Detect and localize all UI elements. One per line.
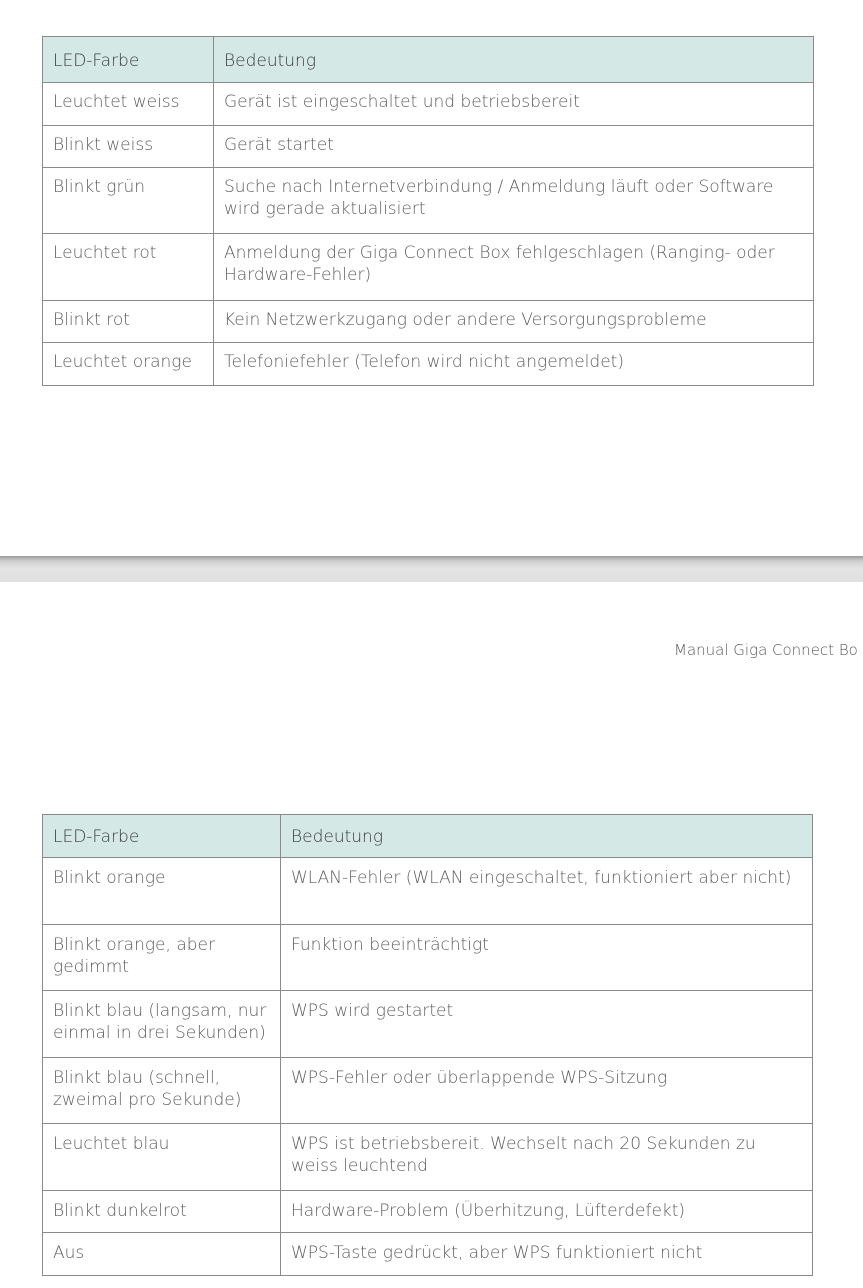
led-color-cell: Blinkt orange: [43, 858, 281, 925]
table-row: [43, 858, 813, 925]
table-row: [43, 1058, 813, 1124]
led-color-cell: Blinkt blau (langsam, nur einmal in drei Sekunden): [43, 991, 281, 1058]
table-header-row: [43, 37, 814, 83]
table-row: [43, 991, 813, 1058]
led-color-cell: Blinkt dunkelrot: [43, 1191, 281, 1233]
meaning-cell: Telefoniefehler (Telefon wird nicht angemeldet): [214, 343, 814, 386]
table-row: [43, 126, 814, 168]
meaning-cell: Funktion beeinträchtigt: [281, 925, 813, 991]
table-row: [43, 925, 813, 991]
page-separator: [0, 556, 863, 582]
meaning-cell: Hardware-Problem (Überhitzung, Lüfterdefekt): [281, 1191, 813, 1233]
led-color-cell: Leuchtet blau: [43, 1124, 281, 1191]
meaning-cell: Anmeldung der Giga Connect Box fehlgeschlagen (Ranging- oder Hardware-Fehler): [214, 234, 814, 301]
meaning-cell: WPS ist betriebsbereit. Wechselt nach 20 Sekunden zu weiss leuchtend: [281, 1124, 813, 1191]
table-row: [43, 83, 814, 126]
led-color-cell: Blinkt blau (schnell, zweimal pro Sekunde): [43, 1058, 281, 1124]
table-header-row: [43, 815, 813, 858]
led-status-table-1: [42, 36, 814, 386]
column-header-meaning: Bedeutung: [214, 37, 814, 83]
led-status-table-2: [42, 814, 813, 1276]
meaning-cell: Gerät ist eingeschaltet und betriebsbereit: [214, 83, 814, 126]
led-color-cell: Blinkt weiss: [43, 126, 214, 168]
table-row: [43, 301, 814, 343]
led-color-cell: Leuchtet weiss: [43, 83, 214, 126]
column-header-led-color: LED-Farbe: [43, 37, 214, 83]
meaning-cell: WPS-Fehler oder überlappende WPS-Sitzung: [281, 1058, 813, 1124]
meaning-cell: WPS wird gestartet: [281, 991, 813, 1058]
led-color-cell: Aus: [43, 1233, 281, 1276]
meaning-cell: Gerät startet: [214, 126, 814, 168]
table-row: [43, 168, 814, 234]
led-color-cell: Blinkt rot: [43, 301, 214, 343]
table-row: [43, 1124, 813, 1191]
meaning-cell: Kein Netzwerkzugang oder andere Versorgungsprobleme: [214, 301, 814, 343]
meaning-cell: Suche nach Internetverbindung / Anmeldung läuft oder Software wird gerade aktualisiert: [214, 168, 814, 234]
led-color-cell: Leuchtet rot: [43, 234, 214, 301]
column-header-meaning: Bedeutung: [281, 815, 813, 858]
meaning-cell: WPS-Taste gedrückt, aber WPS funktioniert nicht: [281, 1233, 813, 1276]
table-row: [43, 1191, 813, 1233]
document-page-2: [0, 582, 863, 1288]
meaning-cell: WLAN-Fehler (WLAN eingeschaltet, funktioniert aber nicht): [281, 858, 813, 925]
table-row: [43, 234, 814, 301]
running-header: Manual Giga Connect Bo: [674, 641, 858, 659]
column-header-led-color: LED-Farbe: [43, 815, 281, 858]
document-page-1: [0, 0, 863, 556]
table-row: [43, 343, 814, 386]
led-color-cell: Blinkt grün: [43, 168, 214, 234]
led-color-cell: Leuchtet orange: [43, 343, 214, 386]
led-color-cell: Blinkt orange, aber gedimmt: [43, 925, 281, 991]
table-row: [43, 1233, 813, 1276]
